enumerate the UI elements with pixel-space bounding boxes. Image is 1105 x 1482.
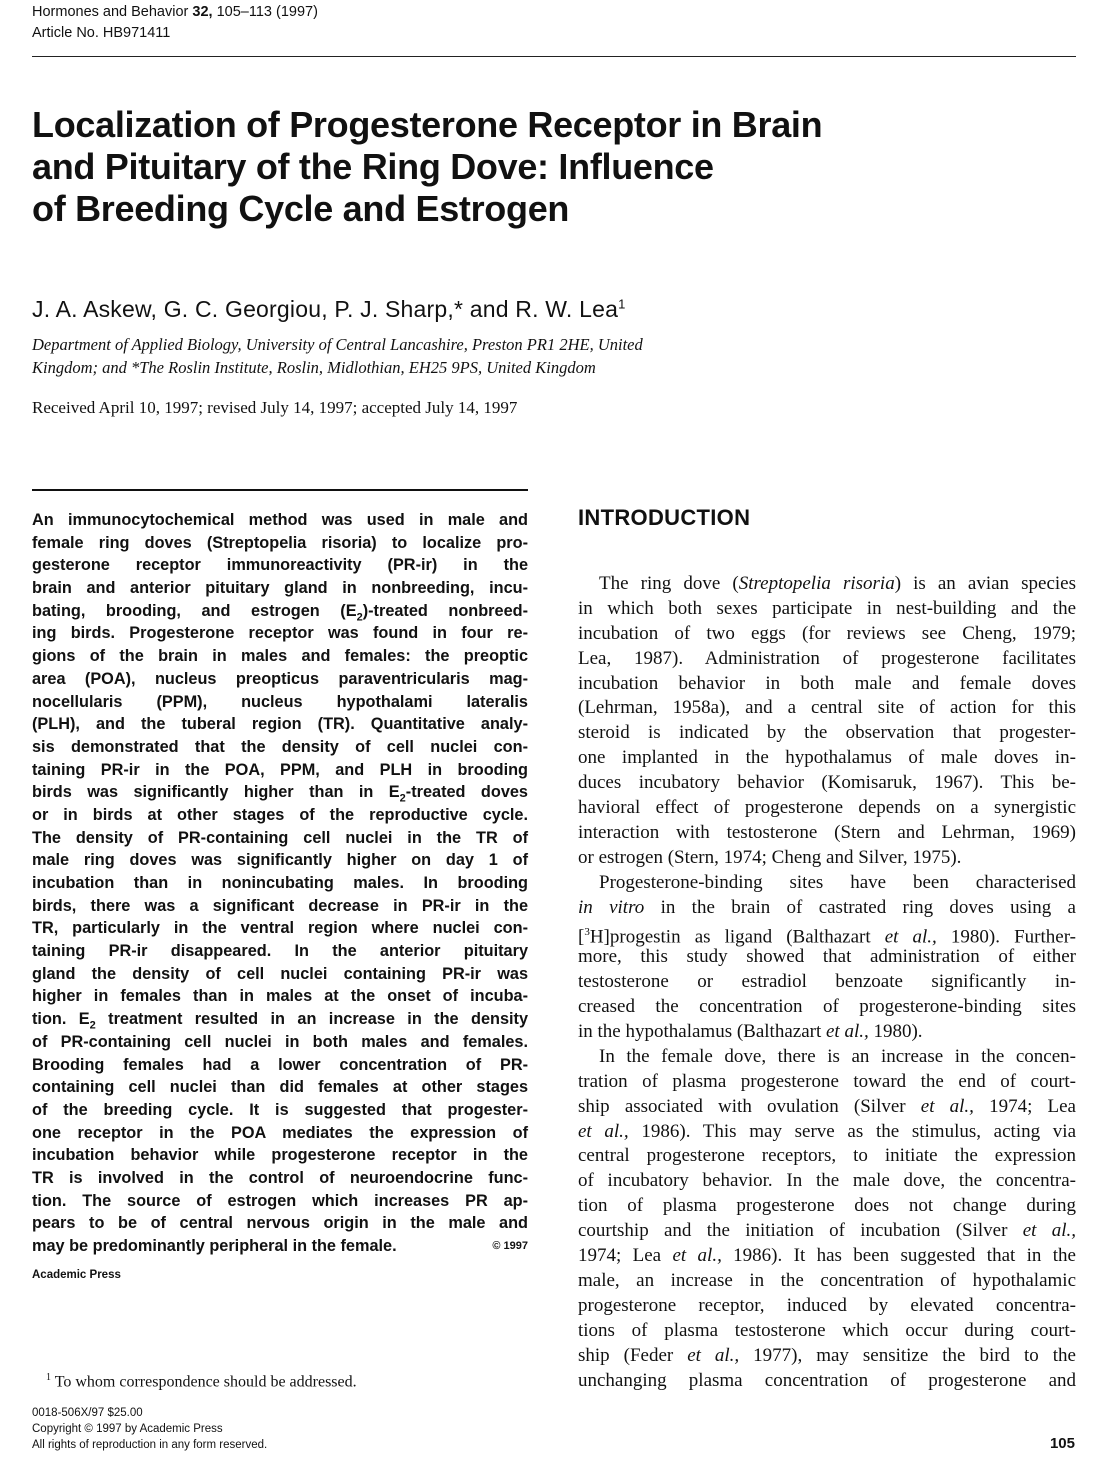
superscript: 3: [584, 926, 590, 939]
abstract-line: sis demonstrated that the density of cell nuclei con-: [32, 737, 528, 756]
abstract-line: female ring doves (Streptopelia risoria) to localize pro-: [32, 533, 528, 552]
species-name: Streptopelia risoria: [738, 573, 895, 594]
body-line: duces incubatory behavior (Komisaruk, 1967). This be-: [578, 772, 1076, 794]
abstract-line: An immunocytochemical method was used in male and: [32, 511, 528, 529]
abstract-line: containing cell nuclei than did females at other stages: [32, 1078, 528, 1097]
body-line: [578, 1020, 1076, 1045]
abstract-text: tion. E: [32, 1010, 90, 1029]
body-line: in which both sexes participate in nest-building and the: [578, 597, 1076, 619]
body-text: courtship and the initiation of incubation (Silver: [578, 1220, 1023, 1242]
journal-citation: [32, 4, 318, 20]
abstract-line: [32, 1008, 528, 1031]
abstract-line: [32, 781, 528, 804]
body-text: [: [578, 926, 585, 948]
author-footnote-marker: 1: [618, 296, 626, 312]
abstract-line: gesterone receptor immunoreactivity (PR-ir) in the: [32, 556, 528, 575]
body-text: 1974; Lea: [578, 1245, 673, 1267]
body-line: more, this study showed that administration of either: [578, 946, 1076, 968]
body-line: [578, 1244, 1076, 1269]
body-text: 1974; Lea: [973, 1095, 1076, 1117]
et-al: et al.,: [687, 1344, 740, 1366]
abstract-text: )-treated nonbreed-: [362, 601, 528, 620]
body-line: [578, 1095, 1076, 1120]
body-text: in the hypothalamus (Balthazart: [578, 1021, 826, 1043]
abstract-line: of PR-containing cell nuclei in both males and females.: [32, 1032, 528, 1051]
body-line: incubation of two eggs (for reviews see Cheng, 1979;: [578, 622, 1076, 644]
body-text: 1986: [628, 1120, 680, 1142]
body-text: The ring dove (: [599, 573, 739, 594]
rights-line: All rights of reproduction in any form reserved.: [32, 1439, 268, 1451]
body-line: interaction with testosterone (Stern and Lehrman, 1969): [578, 821, 1076, 843]
abstract-text: -treated doves: [405, 783, 528, 802]
body-line: [578, 896, 1076, 921]
abstract-line: nocellularis (PPM), nucleus hypothalami lateralis: [32, 692, 528, 711]
body-line: progesterone receptor, induced by elevated concentra-: [578, 1294, 1076, 1316]
title-line: Localization of Progesterone Receptor in Brain: [32, 104, 823, 145]
body-line: creased the concentration of progesterone-binding sites: [578, 996, 1076, 1018]
body-line: [578, 1344, 1076, 1369]
abstract-line: area (POA), nucleus preopticus paraventricularis mag-: [32, 669, 528, 688]
body-text: ) is an avian species: [894, 573, 1076, 594]
copyright-line: Copyright © 1997 by Academic Press: [32, 1423, 223, 1435]
body-line: steroid is indicated by the observation that progester-: [578, 722, 1076, 744]
author-list: [32, 296, 626, 323]
abstract-line: incubation than in nonincubating males. In brooding: [32, 874, 528, 892]
copyright-mark: © 1997: [492, 1240, 528, 1252]
title-line: and Pituitary of the Ring Dove: Influence: [32, 146, 714, 187]
body-text: 1977), may sensitize the bird to the: [739, 1344, 1076, 1366]
body-line: [578, 920, 1076, 948]
body-line: [578, 572, 1076, 597]
body-line: of incubatory behavior. In the male dove, the concentra-: [578, 1170, 1076, 1192]
footnote: [46, 1372, 357, 1391]
abstract-line: tion. The source of estrogen which increases PR ap-: [32, 1191, 528, 1210]
body-line: [578, 1120, 1076, 1145]
body-line: one implanted in the hypothalamus of male doves in-: [578, 747, 1076, 769]
abstract-line: gland the density of cell nuclei containing PR-ir was: [32, 964, 528, 983]
body-text: 1986). It has been suggested that in the: [721, 1245, 1076, 1267]
subscript: 2: [399, 792, 406, 805]
abstract-text: may be predominantly peripheral in the female.: [32, 1237, 397, 1255]
author-names: J. A. Askew, G. C. Georgiou, P. J. Sharp,* and R. W. Lea: [32, 296, 619, 322]
affiliation-line: Kingdom; and *The Roslin Institute, Roslin, Midlothian, EH25 9PS, United Kingdom: [32, 358, 596, 377]
footnote-text: To whom correspondence should be addressed.: [54, 1373, 357, 1391]
page-number: 105: [1049, 1435, 1075, 1452]
abstract-line: male ring doves was significantly higher on day 1 of: [32, 851, 528, 870]
abstract-line: of the breeding cycle. It is suggested that progester-: [32, 1100, 528, 1119]
body-line: tions of plasma testosterone which occur during court-: [578, 1319, 1076, 1341]
body-text: 1980). Further-: [936, 926, 1076, 948]
abstract-line: higher in females than in males at the onset of incuba-: [32, 987, 528, 1006]
body-line: unchanging plasma concentration of progesterone and: [578, 1369, 1076, 1391]
body-line: or estrogen (Stern, 1974; Cheng and Silver, 1975).: [578, 846, 962, 868]
et-al: et al.,: [1022, 1220, 1076, 1242]
body-text: ship associated with ovulation (Silver: [578, 1095, 921, 1117]
abstract-text: bating, brooding, and estrogen (E: [32, 601, 357, 620]
received-dates: Received April 10, 1997; revised July 14, 1997; accepted July 14, 1997: [32, 398, 518, 417]
body-line: tion of plasma progesterone does not change during: [578, 1195, 1076, 1217]
section-heading: INTRODUCTION: [578, 505, 751, 530]
abstract-publisher: Academic Press: [32, 1269, 121, 1281]
introduction-body: [578, 572, 1076, 1393]
abstract-line: TR, particularly in the ventral region where nuclei con-: [32, 919, 528, 938]
body-line: incubation behavior in both male and female doves: [578, 672, 1076, 694]
body-text: H]progestin as ligand (Balthazart: [589, 926, 885, 948]
body-line: [578, 1219, 1076, 1244]
body-line: In the female dove, there is an increase in the concen-: [599, 1045, 1076, 1067]
et-al: et al.,: [920, 1095, 974, 1117]
subscript: 2: [89, 1019, 96, 1032]
body-line: tration of plasma progesterone toward the end of court-: [578, 1070, 1076, 1092]
abstract-line: incubation behavior while progesterone receptor in the: [32, 1146, 528, 1165]
affiliation-line: Department of Applied Biology, University of Central Lancashire, Preston PR1 2HE, United: [32, 335, 643, 354]
abstract-text: treatment resulted in an increase in the density: [95, 1010, 528, 1029]
et-al: et al.,: [825, 1021, 869, 1043]
journal-name: Hormones and Behavior: [32, 4, 189, 20]
abstract-divider: [32, 489, 528, 491]
body-line: Progesterone-binding sites have been characterised: [599, 871, 1076, 893]
body-text: in the brain of castrated ring doves using a: [644, 896, 1076, 918]
abstract-text: birds was significantly higher than in E: [32, 783, 400, 802]
abstract-line: [32, 600, 528, 623]
et-al: et al.,: [884, 926, 937, 948]
abstract-line: one receptor in the POA mediates the expression of: [32, 1123, 528, 1142]
abstract-line: birds, there was a significant decrease in PR-ir in the: [32, 896, 528, 915]
article-number: Article No. HB971411: [32, 25, 171, 41]
abstract-line: or in birds at other stages of the reproductive cycle.: [32, 805, 528, 824]
body-line: testosterone or estradiol benzoate significantly in-: [578, 971, 1076, 993]
body-text: 1980).: [868, 1021, 923, 1043]
body-line: male, an increase in the concentration of hypothalamic: [578, 1269, 1076, 1291]
issn-price: 0018-506X/97 $25.00: [32, 1407, 143, 1419]
abstract-line: Brooding females had a lower concentration of PR-: [32, 1055, 528, 1074]
abstract-line: The density of PR-containing cell nuclei in the TR of: [32, 828, 528, 847]
abstract-line: pears to be of central nervous origin in the male and: [32, 1214, 528, 1233]
body-text: ship (Feder: [578, 1344, 688, 1366]
italic-text: in vitro: [578, 896, 645, 918]
abstract-line: taining PR-ir disappeared. In the anterior pituitary: [32, 942, 528, 961]
title-line: of Breeding Cycle and Estrogen: [32, 188, 570, 229]
abstract-line: TR is involved in the control of neuroendocrine func-: [32, 1168, 528, 1187]
abstract: [32, 509, 528, 1258]
body-line: (Lehrman, 1958a), and a central site of action for this: [578, 697, 1076, 719]
header-divider: [32, 56, 1076, 57]
journal-volume: 32,: [192, 4, 213, 20]
copyright-footer: [32, 1405, 267, 1453]
affiliation: [32, 333, 643, 379]
body-line: havioral effect of progesterone depends on a synergistic: [578, 797, 1076, 819]
body-text: ). This may serve as the stimulus, acting via: [679, 1120, 1077, 1142]
abstract-line: brain and anterior pituitary gland in nonbreeding, incu-: [32, 579, 528, 598]
et-al: et al.,: [578, 1120, 629, 1142]
abstract-line: [32, 1235, 528, 1258]
abstract-line: (PLH), and the tuberal region (TR). Quantitative analy-: [32, 715, 528, 734]
subscript: 2: [356, 611, 363, 623]
abstract-line: ing birds. Progesterone receptor was found in four re-: [32, 624, 528, 643]
body-line: Lea, 1987). Administration of progesterone facilitates: [578, 647, 1076, 669]
abstract-line: taining PR-ir in the POA, PPM, and PLH in brooding: [32, 760, 528, 779]
journal-pages-year: 105–113 (1997): [216, 4, 318, 20]
article-title: [32, 104, 982, 230]
et-al: et al.,: [672, 1245, 722, 1267]
body-line: central progesterone receptors, to initiate the expression: [578, 1145, 1076, 1167]
abstract-line: gions of the brain in males and females: the preoptic: [32, 647, 528, 666]
footnote-marker: 1: [46, 1372, 51, 1383]
